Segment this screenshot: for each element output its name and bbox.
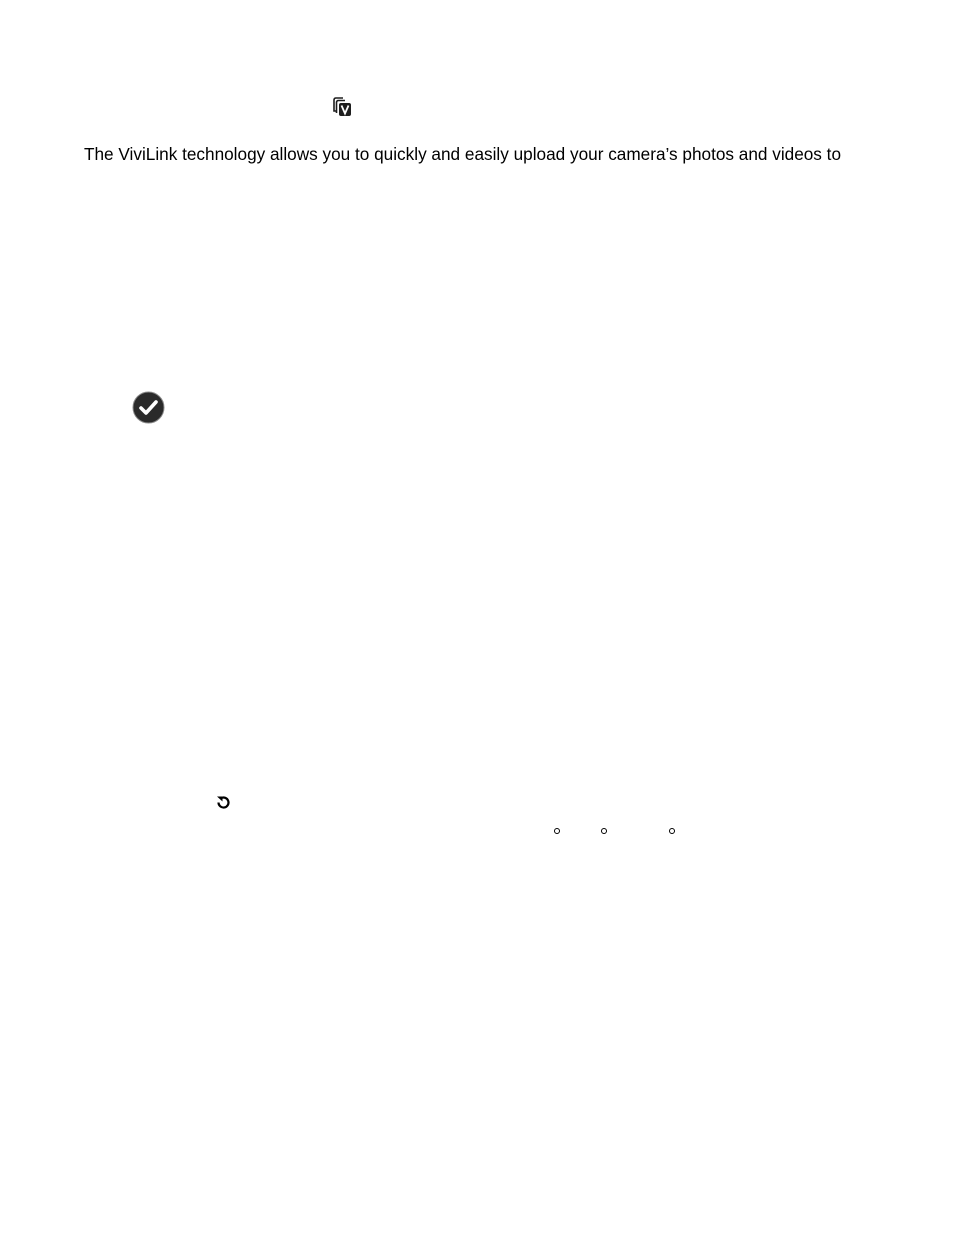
- small-circle-icon: [669, 828, 675, 834]
- vivilink-icon: [331, 97, 353, 117]
- small-circle-icon: [554, 828, 560, 834]
- intro-paragraph: The ViviLink technology allows you to quickly and easily upload your camera’s photos and videos to: [84, 144, 842, 164]
- small-circle-icon: [601, 828, 607, 834]
- refresh-icon: [215, 794, 232, 810]
- check-circle-icon: [132, 391, 165, 424]
